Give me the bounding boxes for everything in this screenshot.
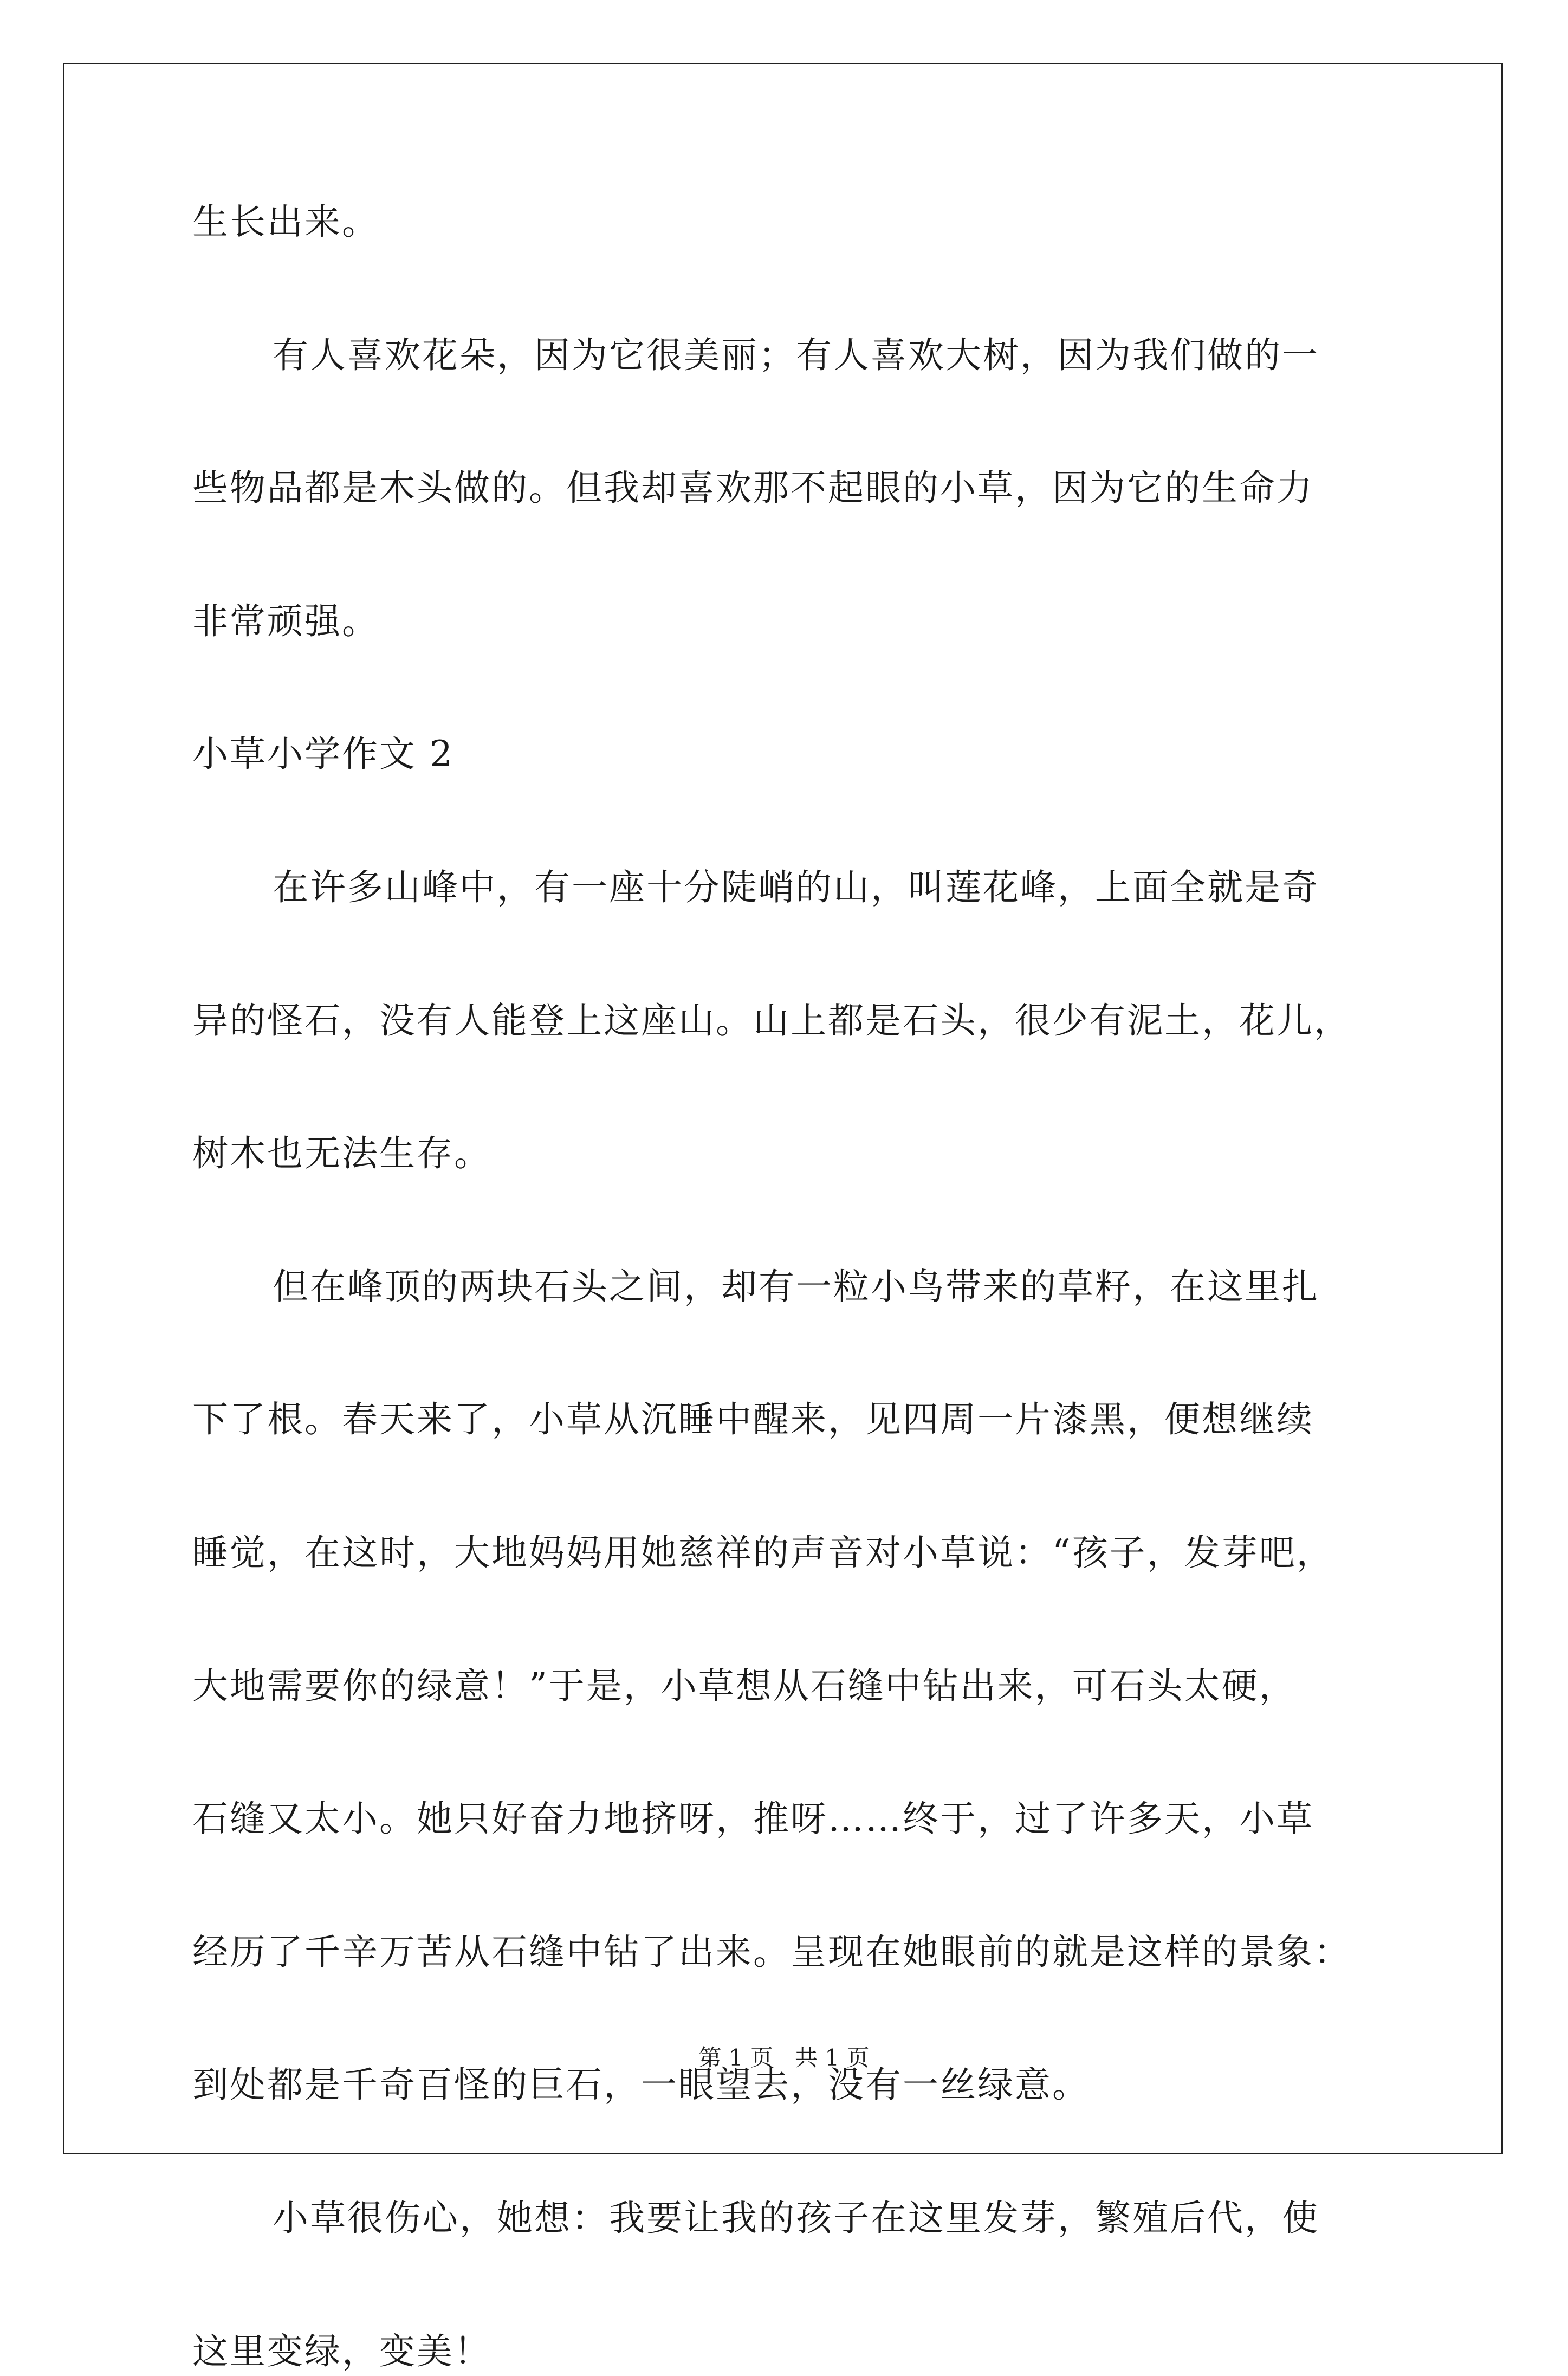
text-line: 非常顽强。 (192, 600, 379, 642)
text-line: 睡觉，在这时，大地妈妈用她慈祥的声音对小草说：“孩子，发芽吧， (192, 1532, 1334, 1574)
page-footer: 第 1 页 共 1 页 (698, 2044, 870, 2071)
paragraph-line: 但在峰顶的两块石头之间，却有一粒小鸟带来的草籽，在这里扎 (273, 1266, 1319, 1307)
text-line: 石缝又太小。她只好奋力地挤呀，推呀……终于，过了许多天，小草 (192, 1798, 1314, 1840)
paragraph-line: 在许多山峰中，有一座十分陡峭的山，叫莲花峰，上面全就是奇 (273, 866, 1319, 908)
section-heading: 小草小学作文 2 (192, 733, 454, 775)
paragraph-line: 有人喜欢花朵，因为它很美丽；有人喜欢大树，因为我们做的一 (273, 334, 1319, 376)
text-line: 生长出来。 (192, 201, 379, 243)
text-line: 些物品都是木头做的。但我却喜欢那不起眼的小草，因为它的生命力 (192, 467, 1314, 509)
text-line: 这里变绿，变美！ (192, 2330, 491, 2372)
text-line: 到处都是千奇百怪的巨石，一眼望去，没有一丝绿意。 (192, 2064, 1090, 2106)
text-line: 异的怪石，没有人能登上这座山。山上都是石头，很少有泥土，花儿， (192, 1000, 1351, 1041)
text-line: 树木也无法生存。 (192, 1132, 491, 1174)
paragraph-line: 小草很伤心，她想：我要让我的孩子在这里发芽，繁殖后代，使 (273, 2197, 1319, 2239)
text-line: 经历了千辛万苦从石缝中钻了出来。呈现在她眼前的就是这样的景象： (192, 1931, 1351, 1973)
text-line: 大地需要你的绿意！”于是，小草想从石缝中钻出来，可石头太硬， (192, 1665, 1297, 1707)
text-line: 下了根。春天来了，小草从沉睡中醒来，见四周一片漆黑，便想继续 (192, 1399, 1314, 1440)
